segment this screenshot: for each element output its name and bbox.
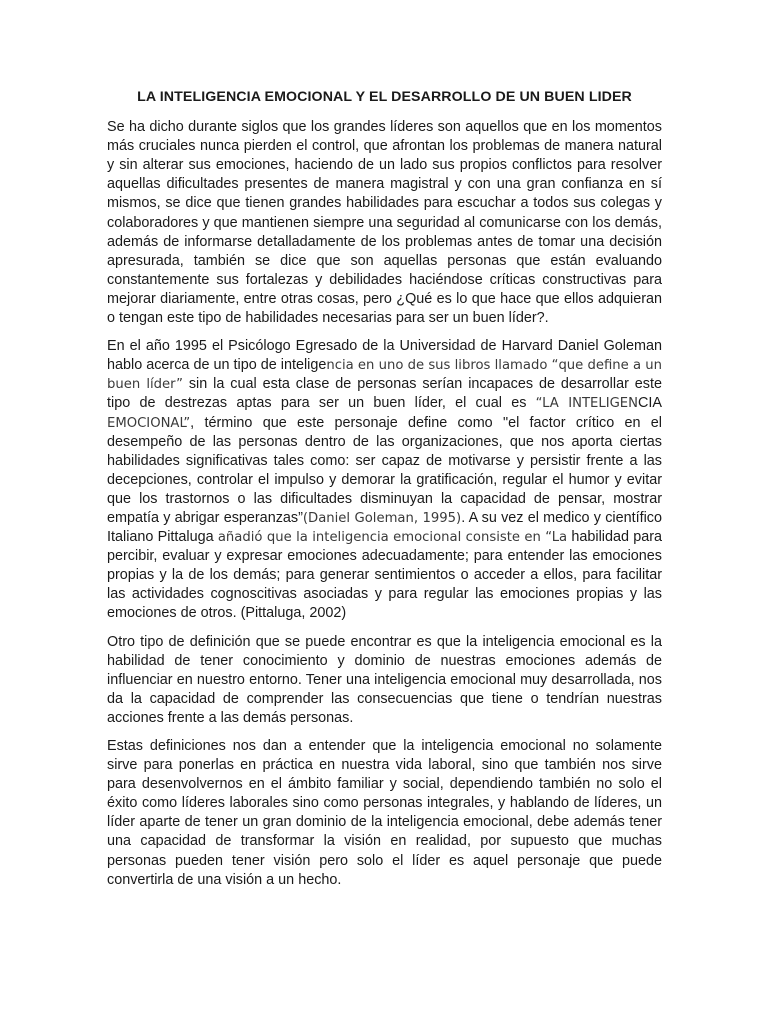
paragraph-goleman-citation: (Daniel Goleman, 1995) [302, 510, 462, 526]
paragraph-conclusion: Estas definiciones nos dan a entender que la inteligencia emocional no solamente sirve para ponerlas en práctica en nuestra vida laboral, sino que también nos sirve para desenvolvernos en el ámbito familiar y social, dependiendo también no solo el éxito como líderes laborales sino como personas integrales, y hablando de líderes, un líder aparte de tener un gran dominio de la inteligencia emocional, debe además tener una capacidad de transformar la visión en realidad, por supuesto que muchas personas pueden tener visión pero solo el líder es aquel personaje que puede convertirla de una visión a un hecho. [107, 738, 662, 888]
paragraph-goleman-term-c: EMOCIONAL” [107, 415, 191, 431]
document-page [107, 88, 662, 899]
paragraph-goleman-text-2: sin la cual esta clase de personas serían incapaces de desarrollar este tipo de destrezas aptas para ser un buen líder, el cual es [107, 376, 662, 412]
paragraph-goleman-text-1: En el año 1995 el Psicólogo Egresado de la Universidad de Harvard Daniel Goleman hablo acerca de un tipo de intelige [107, 338, 662, 374]
paragraph-pittaluga-text: habilidad para percibir, evaluar y expresar emociones adecuadamente; para entender las emociones propias y la de los demás; para generar sentimientos o acceder a ellos, para facilitar las actividades cognoscitivas asociadas y para regular las emociones propias y las emociones de otros. (Pittaluga, 2002) [107, 529, 662, 622]
paragraph-goleman-text-3: , término que este personaje define como "el factor crítico en el desempeño de las personas dentro de las organizaciones, que nos aporta ciertas habilidades significativas tales como: ser capaz de motivarse y persistir frente a las decepciones, controlar el impulso y demorar la gratificación, regular el humor y evitar que los trastornos o las dificultades disminuyan la capacidad de pensar, mostrar empatía y abrigar esperanzas” [107, 414, 662, 526]
document-title: LA INTELIGENCIA EMOCIONAL Y EL DESARROLLO DE UN BUEN LIDER [137, 89, 632, 105]
paragraph-definition: Otro tipo de definición que se puede encontrar es que la inteligencia emocional es la habilidad de tener conocimiento y dominio de nuestras emociones además de influenciar en nuestro entorno. Tener una inteligencia emocional muy desarrollada, nos da la capacidad de comprender las consecuencias que tiene o tendrían nuestras acciones frente a las demás personas. [107, 633, 662, 726]
paragraph-pittaluga-quote: añadió que la inteligencia emocional consiste en “La [217, 530, 568, 546]
paragraph-goleman-term-a: “LA INTELIGEN [535, 396, 638, 412]
paragraph-intro: Se ha dicho durante siglos que los grandes líderes son aquellos que en los momentos más cruciales nunca pierden el control, que afrontan los problemas de manera natural y sin alterar sus emociones, haciendo de un lado sus propios conflictos para resolver aquellas dificultades presentes de manera magistral y con una gran confianza en sí mismos, se dice que tienen grandes habilidades para escuchar a todos sus colegas y colaboradores y que mantienen siempre una seguridad al comunicarse con los demás, además de informarse detalladamente de los problemas antes de tomar una decisión apresurada, también se dice que son aquellas personas que están evaluando constantemente sus fortalezas y debilidades haciéndose críticas constructivas para mejorar diariamente, entre otras cosas, pero ¿Qué es lo que hace que ellos adquieran o tengan este tipo de habilidades necesarias para ser un buen líder?. [107, 119, 662, 327]
paragraph-goleman-term-b: CIA [638, 395, 662, 412]
paragraph-goleman-text-4: . A su vez el medico y científico Italiano Pittaluga [107, 509, 663, 546]
paragraph-goleman [107, 337, 662, 623]
paragraph-goleman-book-ref: ncia en uno de sus libros llamado “que define a un buen líder” [107, 358, 662, 393]
